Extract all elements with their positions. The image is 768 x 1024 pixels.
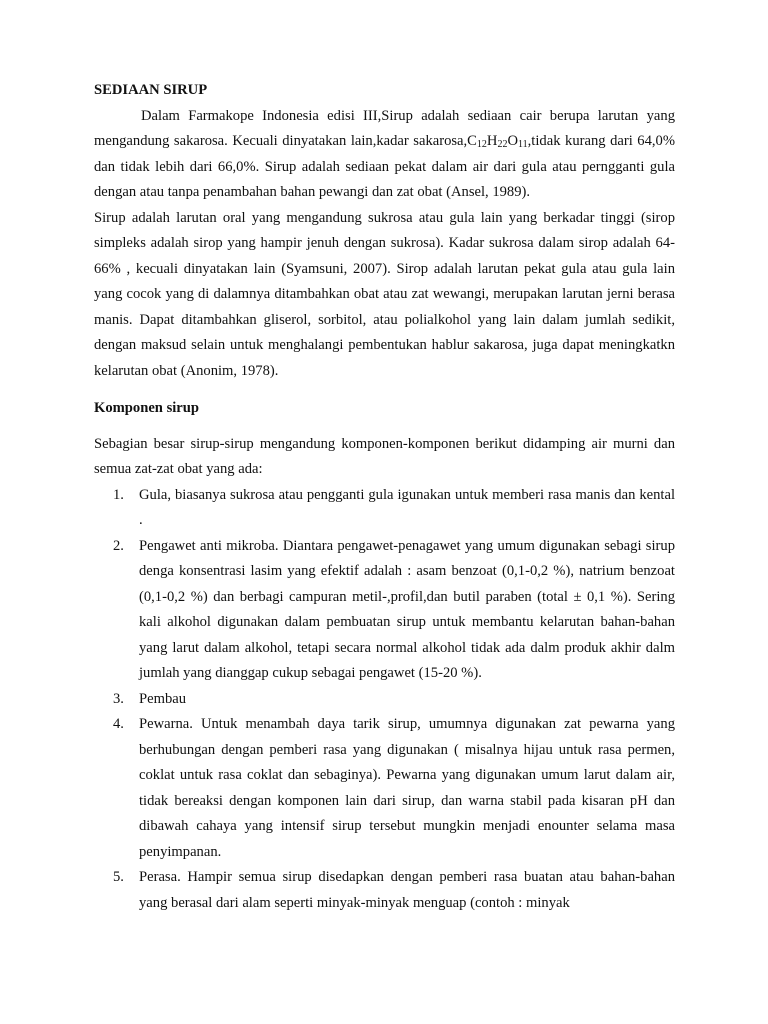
- list-item: [94, 534, 675, 687]
- paragraph-komponen-intro: Sebagian besar sirup-sirup mengandung komponen-komponen berikut didamping air murni dan semua zat-zat obat yang ada:: [94, 435, 675, 477]
- subscript-h: 22: [497, 139, 508, 150]
- list-item-number: 5.: [113, 869, 124, 885]
- list-item-text: Pengawet anti mikroba. Diantara pengawet-penagawet yang umum digunakan sebagi sirup denga konsentrasi lasim yang efektif adalah : asam benzoat (0,1-0,2 %), natrium benzoat (0,1-0,2 %) dan berbagi campuran metil-,profil,dan butil paraben (total ± 0,1 %). Sering kali alkohol digunakan dalam pembuatan sirup untuk membantu kelarutan bahan-bahan yang larut dalam alkohol, tetapi secara normal alkohol tidak ada dalm produk akhir dalm jumlah yang dianggap cukup sebagai pengawet (15-20 %).: [139, 537, 675, 681]
- paragraph-definition-text-c: O: [507, 133, 519, 149]
- list-item-text: Gula, biasanya sukrosa atau pengganti gula igunakan untuk memberi rasa manis dan kental .: [139, 486, 675, 528]
- subscript-c: 12: [476, 139, 487, 150]
- section-title-komponen-sirup: Komponen sirup: [94, 400, 200, 416]
- paragraph-definition: [94, 104, 675, 206]
- list-item-number: 1.: [113, 486, 124, 503]
- paragraph-definition-text-a: Dalam Farmakope Indonesia edisi III,Sirup adalah sediaan cair berupa larutan yang mengandung sakarosa. Kecuali dinyatakan lain,kadar sakarosa,C: [94, 107, 675, 149]
- komponen-list: [94, 483, 675, 917]
- list-item-number: 3.: [113, 690, 124, 707]
- list-item: [94, 483, 675, 534]
- list-item: [94, 712, 675, 865]
- list-item-text: Pewarna. Untuk menambah daya tarik sirup, umumnya digunakan zat pewarna yang berhubungan dengan pemberi rasa yang digunakan ( misalnya hijau untuk rasa permen, coklat untuk rasa coklat dan sebaginya). Pewarna yang digunakan umum larut dalam air, tidak bereaksi dengan komponen lain dari sirup, dan warna stabil pada kisaran pH dan dibawah cahaya yang intensif sirup tersebut mungkin menjadi enounter selama masa penyimpanan.: [139, 716, 675, 860]
- section-title-sediaan-sirup: SEDIAAN SIRUP: [94, 82, 208, 98]
- document-page: [94, 78, 675, 916]
- list-item-number: 2.: [113, 537, 124, 554]
- paragraph-definition-text-b: H: [486, 133, 498, 149]
- list-item-text: Pembau: [139, 690, 187, 707]
- paragraph-sirup-oral: Sirup adalah larutan oral yang mengandung sukrosa atau gula lain yang berkadar tinggi (sirop simpleks adalah sirop yang hampir jenuh dengan sukrosa). Kadar sukrosa dalam sirop adalah 64-66% , kecuali dinyatakan lain (Syamsuni, 2007). Sirop adalah larutan pekat gula atau gula lain yang cocok yang di dalamnya ditambahkan obat atau zat wewangi, merupakan larutan jerni berasa manis. Dapat ditambahkan gliserol, sorbitol, atau polialkohol yang lain dalam jumlah sedikit, dengan maksud selain untuk menghalangi pembentukan hablur sakarosa, juga dapat meningkatkn kelarutan obat (Anonim, 1978).: [94, 209, 675, 379]
- subscript-o: 11: [518, 139, 528, 150]
- list-item-text: Perasa. Hampir semua sirup disedapkan dengan pemberi rasa buatan atau bahan-bahan yang berasal dari alam seperti minyak-minyak menguap (contoh : minyak: [139, 869, 675, 911]
- list-item-number: 4.: [113, 716, 124, 732]
- paragraph-definition-text-d: ,tidak kurang dari 64,0% dan tidak lebih dari 66,0%. Sirup adalah sediaan pekat dalam air dari gula atau perngganti gula dengan atau tanpa penambahan bahan pewangi dan zat obat (Ansel, 1989).: [94, 133, 675, 200]
- list-item: [94, 865, 675, 916]
- list-item: [94, 687, 675, 713]
